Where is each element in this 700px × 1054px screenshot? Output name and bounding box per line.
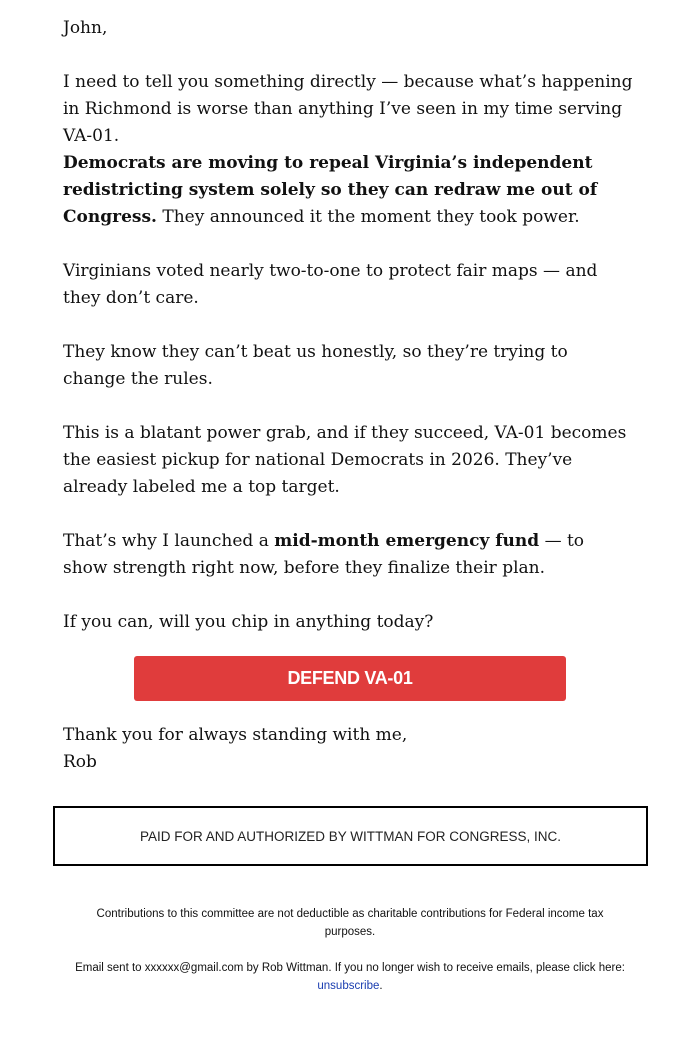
closing-line: Thank you for always standing with me, — [63, 725, 408, 745]
greeting: John, — [63, 18, 108, 38]
unsubscribe-suffix: . — [379, 980, 383, 992]
paid-for-text: PAID FOR AND AUTHORIZED BY WITTMAN FOR CONGRESS, INC. — [139, 828, 562, 844]
bold-headline: Democrats are moving to repeal Virginia’s independent redistricting system solely so they can redraw me out of Congress. — [63, 153, 598, 227]
paragraph-rules: They know they can’t beat us honestly, so they’re trying to change the rules. — [63, 342, 568, 389]
email-footer — [50, 959, 650, 995]
paragraph-ask: If you can, will you chip in anything today? — [63, 612, 434, 632]
unsubscribe-link[interactable]: unsubscribe — [317, 980, 380, 992]
defend-va01-button[interactable]: DEFEND VA-01 — [134, 656, 566, 701]
fund-text-after: — to show strength right now, before they finalize their plan. — [63, 531, 585, 578]
paragraph-intro: I need to tell you something directly — because what’s happening in Richmond is worse than anything I’ve seen in my time serving VA-01. — [63, 72, 633, 146]
paragraph-emergency-fund — [63, 528, 633, 582]
paragraph-voters: Virginians voted nearly two-to-one to protect fair maps — and they don’t care. — [63, 261, 598, 308]
tax-disclaimer: Contributions to this committee are not deductible as charitable contributions for Federal income tax purposes. — [96, 908, 604, 938]
paragraph-repeal-rest: They announced it the moment they took power. — [156, 207, 580, 227]
paragraph-repeal — [63, 150, 633, 231]
fund-bold: mid-month emergency fund — [274, 531, 540, 551]
closing — [63, 722, 633, 776]
paid-for-disclaimer-box — [53, 806, 648, 866]
sent-to-text: Email sent to xxxxxx@gmail.com by Rob Wittman. If you no longer wish to receive emails, please click here: — [75, 962, 625, 974]
fund-text-before: That’s why I launched a — [63, 531, 275, 551]
signature: Rob — [63, 752, 97, 772]
paragraph-power-grab: This is a blatant power grab, and if they succeed, VA-01 becomes the easiest pickup for national Democrats in 2026. They’ve already labeled me a top target. — [63, 423, 627, 497]
